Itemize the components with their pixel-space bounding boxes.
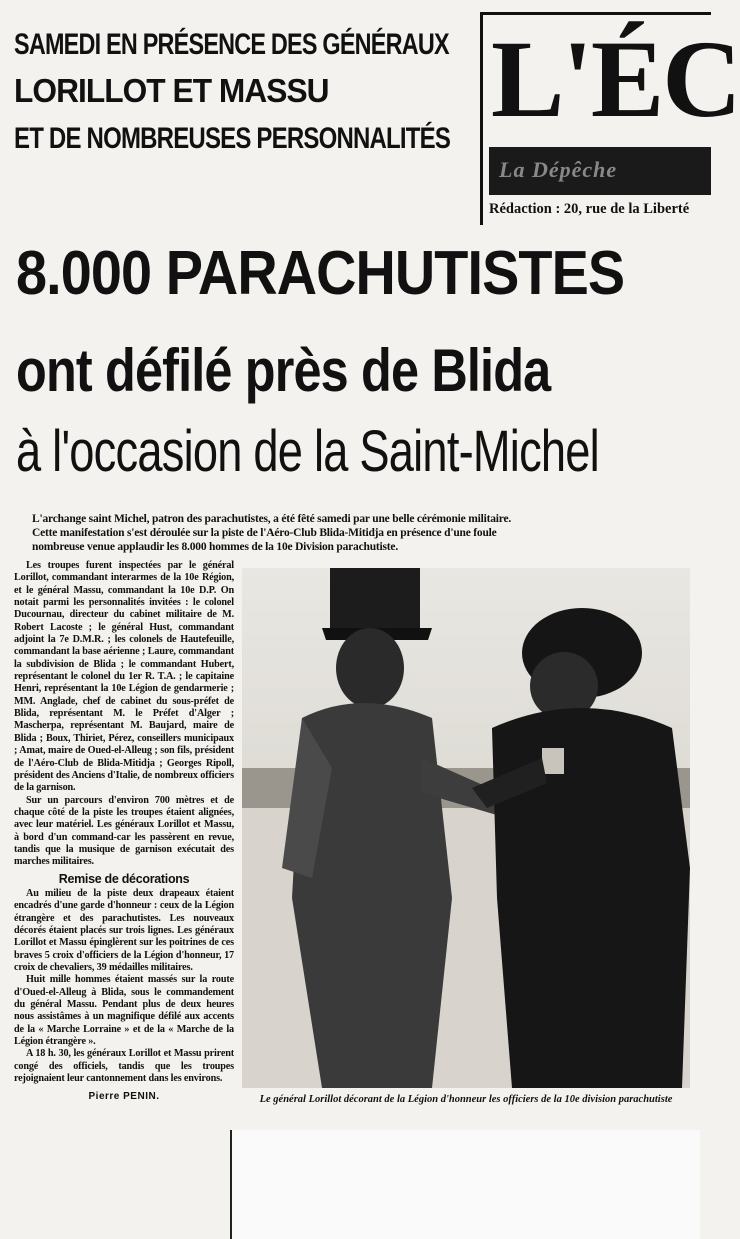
byline: Pierre PENIN. <box>88 1091 160 1103</box>
kicker-line-2: LORILLOT ET MASSU <box>14 72 329 109</box>
article-paragraph: Huit mille hommes étaient massés sur la route d'Oued-el-Alleug à Blida, sous le commandement du général Massu. Pendant plus de deux heures nous assistâmes à un magnifique défilé aux accents de la « Marche Lorraine » et de la « Marche de la Légion étrangère ». <box>14 974 234 1048</box>
chapeau <box>32 512 700 554</box>
article-paragraph: A 18 h. 30, les généraux Lorillot et Massu prirent congé des officiels, tandis que les troupes rejoignaient leur cantonnement dans les environs. <box>14 1048 234 1085</box>
article-paragraph: Au milieu de la piste deux drapeaux étaient encadrés d'une garde d'honneur : ceux de la Légion étrangère et des parachutistes. Les nouveaux décorés étaient placés sur trois lignes. Les généraux Lorillot et Massu épinglèrent sur les poitrines de ces braves 5 croix d'officiers de la Légion d'honneur, 17 croix de chevaliers, 39 médailles militaires. <box>14 887 234 973</box>
chapeau-line-2: Cette manifestation s'est déroulée sur la piste de l'Aéro-Club Blida-Mitidja en présence d'une foule <box>32 527 497 539</box>
blank-area <box>232 1130 700 1239</box>
headline-line-3: à l'occasion de la Saint-Michel <box>16 419 599 484</box>
headline-line-1: 8.000 PARACHUTISTES <box>16 239 625 308</box>
kicker-line-3: ET DE NOMBREUSES PERSONNALITÉS <box>14 122 451 155</box>
masthead <box>480 12 740 225</box>
article-column <box>14 560 234 1104</box>
article-paragraph: Sur un parcours d'environ 700 mètres et de chaque côté de la piste les troupes étaient alignées, avec leur matériel. Les généraux Lorillot et Massu, à bord d'un command-car les passèrent en revue, tandis que la musique de garnison exécutait des marches militaires. <box>14 794 234 868</box>
masthead-address: Rédaction : 20, rue de la Liberté <box>489 201 690 217</box>
photo-caption: Le général Lorillot décorant de la Légion d'honneur les officiers de la 10e division parachutiste <box>259 1094 673 1105</box>
news-photo <box>242 568 690 1088</box>
kicker-line-1: SAMEDI EN PRÉSENCE DES GÉNÉRAUX <box>14 28 449 61</box>
kicker-headline <box>14 28 474 156</box>
chapeau-line-3: nombreuse venue applaudir les 8.000 hommes de la 10e Division parachutiste. <box>32 541 399 553</box>
headline-line-2: ont défilé près de Blida <box>16 337 551 404</box>
masthead-title: L'ÉC <box>491 18 740 140</box>
masthead-band-text: La Dépêche <box>499 157 618 182</box>
chapeau-line-1: L'archange saint Michel, patron des parachutistes, a été fêté samedi par une belle cérémonie militaire. <box>32 513 512 525</box>
masthead-band <box>489 147 711 195</box>
article-paragraph: Les troupes furent inspectées par le général Lorillot, commandant interarmes de la 10e Région, et le général Massu, commandant la 10e D.P. On notait parmi les personnalités invitées : le colonel Ducournau, directeur du cabinet militaire de M. Robert Lacoste ; le général Hust, commandant adjoint la 7e D.M.R. ; les colonels de Hautefeuille, commandant la base aérienne ; Laure, commandant la subdivision de Blida ; le commandant Hubert, représentant le colonel du 1er R. T.A. ; le capitaine Henri, représentant la 10e Légion de gendarmerie ; MM. Anglade, chef de cabinet du sous-préfet de Blida, représentant M. le Préfet d'Alger ; Mascherpa, représentant M. Baujard, maire de Blida ; Boux, Thiriet, Pérez, conseillers municipaux ; Amat, maire de Oued-el-Alleug ; son fils, président de l'Aéro-Club de Blida-Mitidja ; Georges Ripoll, président des Anciens d'Italie, de nombreux officiers de la garnison. <box>14 560 234 794</box>
article-subhead: Remise de décorations <box>58 871 190 886</box>
